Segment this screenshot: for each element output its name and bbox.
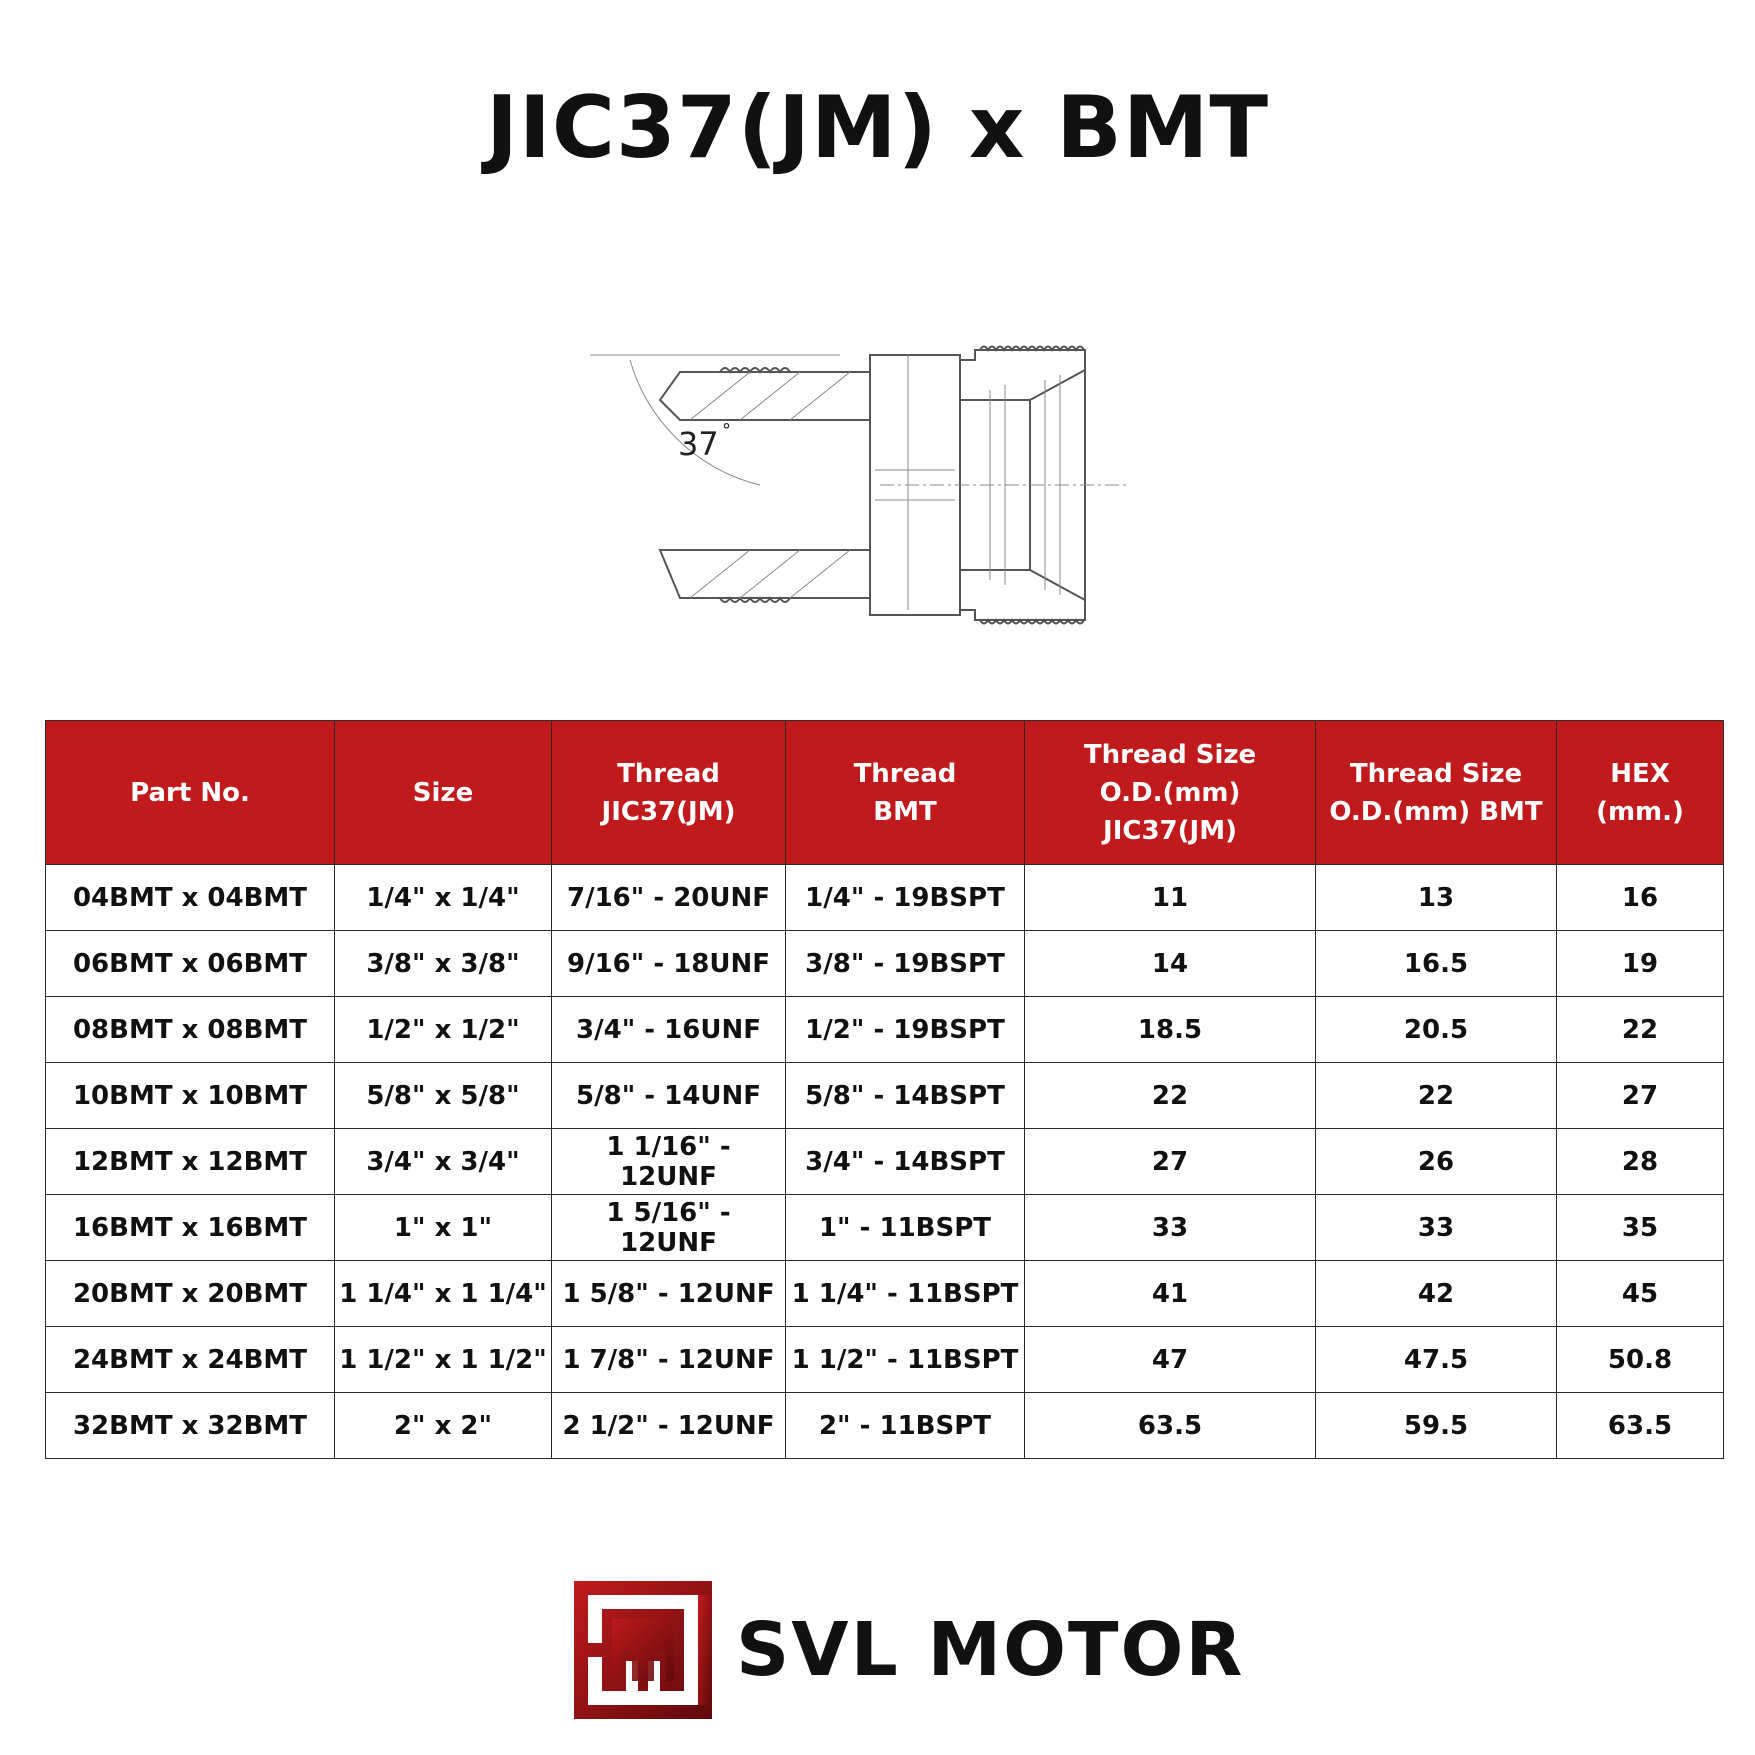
- cell-thread-bmt: 2" - 11BSPT: [786, 1393, 1025, 1459]
- cell-part-no: 06BMT x 06BMT: [46, 931, 335, 997]
- cell-size: 1 1/2" x 1 1/2": [335, 1327, 552, 1393]
- cell-part-no: 08BMT x 08BMT: [46, 997, 335, 1063]
- cell-part-no: 24BMT x 24BMT: [46, 1327, 335, 1393]
- cell-thread-jic: 5/8" - 14UNF: [552, 1063, 786, 1129]
- cell-od-bmt: 13: [1316, 865, 1557, 931]
- spec-table: [45, 720, 1724, 1459]
- table-row: [46, 1129, 1724, 1195]
- cell-od-jic: 22: [1025, 1063, 1316, 1129]
- col-header-od-bmt: Thread Size O.D.(mm) BMT: [1316, 721, 1557, 865]
- cell-size: 3/4" x 3/4": [335, 1129, 552, 1195]
- cell-thread-bmt: 1/2" - 19BSPT: [786, 997, 1025, 1063]
- table-row: [46, 997, 1724, 1063]
- cell-hex: 45: [1557, 1261, 1724, 1327]
- angle-label: 37: [678, 425, 719, 463]
- cell-od-bmt: 42: [1316, 1261, 1557, 1327]
- table-row: [46, 1195, 1724, 1261]
- table-row: [46, 865, 1724, 931]
- cell-od-bmt: 59.5: [1316, 1393, 1557, 1459]
- cell-od-jic: 63.5: [1025, 1393, 1316, 1459]
- cell-hex: 35: [1557, 1195, 1724, 1261]
- cell-od-jic: 41: [1025, 1261, 1316, 1327]
- table-row: [46, 1327, 1724, 1393]
- cell-size: 5/8" x 5/8": [335, 1063, 552, 1129]
- cell-thread-bmt: 5/8" - 14BSPT: [786, 1063, 1025, 1129]
- cell-thread-bmt: 3/8" - 19BSPT: [786, 931, 1025, 997]
- cell-thread-jic: 9/16" - 18UNF: [552, 931, 786, 997]
- cell-hex: 27: [1557, 1063, 1724, 1129]
- cell-od-jic: 33: [1025, 1195, 1316, 1261]
- col-header-hex: HEX (mm.): [1557, 721, 1724, 865]
- col-header-part-no: Part No.: [46, 721, 335, 865]
- table-row: [46, 1393, 1724, 1459]
- cell-thread-jic: 1 5/16" - 12UNF: [552, 1195, 786, 1261]
- cell-od-jic: 14: [1025, 931, 1316, 997]
- cell-part-no: 04BMT x 04BMT: [46, 865, 335, 931]
- cell-od-jic: 47: [1025, 1327, 1316, 1393]
- cell-od-jic: 11: [1025, 865, 1316, 931]
- cell-thread-bmt: 3/4" - 14BSPT: [786, 1129, 1025, 1195]
- cell-od-jic: 18.5: [1025, 997, 1316, 1063]
- cell-od-bmt: 20.5: [1316, 997, 1557, 1063]
- cell-size: 1/4" x 1/4": [335, 865, 552, 931]
- cell-thread-bmt: 1" - 11BSPT: [786, 1195, 1025, 1261]
- cell-thread-jic: 2 1/2" - 12UNF: [552, 1393, 786, 1459]
- cell-thread-bmt: 1 1/4" - 11BSPT: [786, 1261, 1025, 1327]
- brand-logo: [574, 1580, 1244, 1720]
- cell-hex: 19: [1557, 931, 1724, 997]
- table-row: [46, 1063, 1724, 1129]
- cell-size: 1 1/4" x 1 1/4": [335, 1261, 552, 1327]
- brand-name: SVL MOTOR: [736, 1607, 1245, 1693]
- cell-thread-jic: 3/4" - 16UNF: [552, 997, 786, 1063]
- col-header-thread-jic: Thread JIC37(JM): [552, 721, 786, 865]
- cell-od-bmt: 33: [1316, 1195, 1557, 1261]
- cell-size: 1" x 1": [335, 1195, 552, 1261]
- cell-part-no: 12BMT x 12BMT: [46, 1129, 335, 1195]
- col-header-size: Size: [335, 721, 552, 865]
- cell-od-bmt: 22: [1316, 1063, 1557, 1129]
- cell-part-no: 20BMT x 20BMT: [46, 1261, 335, 1327]
- cell-thread-jic: 1 7/8" - 12UNF: [552, 1327, 786, 1393]
- cell-thread-jic: 7/16" - 20UNF: [552, 865, 786, 931]
- col-header-od-jic: Thread Size O.D.(mm) JIC37(JM): [1025, 721, 1316, 865]
- cell-hex: 16: [1557, 865, 1724, 931]
- cell-size: 1/2" x 1/2": [335, 997, 552, 1063]
- cell-hex: 28: [1557, 1129, 1724, 1195]
- fitting-diagram: [590, 340, 1170, 630]
- cell-size: 2" x 2": [335, 1393, 552, 1459]
- cell-hex: 63.5: [1557, 1393, 1724, 1459]
- degree-mark: °: [722, 420, 731, 441]
- cell-part-no: 16BMT x 16BMT: [46, 1195, 335, 1261]
- cell-od-bmt: 26: [1316, 1129, 1557, 1195]
- col-header-thread-bmt: Thread BMT: [786, 721, 1025, 865]
- cell-thread-bmt: 1 1/2" - 11BSPT: [786, 1327, 1025, 1393]
- cell-part-no: 10BMT x 10BMT: [46, 1063, 335, 1129]
- cell-thread-jic: 1 5/8" - 12UNF: [552, 1261, 786, 1327]
- svl-logo-icon: [574, 1581, 712, 1719]
- cell-od-bmt: 47.5: [1316, 1327, 1557, 1393]
- page-title: JIC37(JM) x BMT: [485, 78, 1270, 178]
- cell-thread-jic: 1 1/16" - 12UNF: [552, 1129, 786, 1195]
- cell-od-bmt: 16.5: [1316, 931, 1557, 997]
- cell-size: 3/8" x 3/8": [335, 931, 552, 997]
- cell-thread-bmt: 1/4" - 19BSPT: [786, 865, 1025, 931]
- cell-part-no: 32BMT x 32BMT: [46, 1393, 335, 1459]
- cell-hex: 22: [1557, 997, 1724, 1063]
- cell-hex: 50.8: [1557, 1327, 1724, 1393]
- table-row: [46, 931, 1724, 997]
- table-header-row: [46, 721, 1724, 865]
- table-row: [46, 1261, 1724, 1327]
- cell-od-jic: 27: [1025, 1129, 1316, 1195]
